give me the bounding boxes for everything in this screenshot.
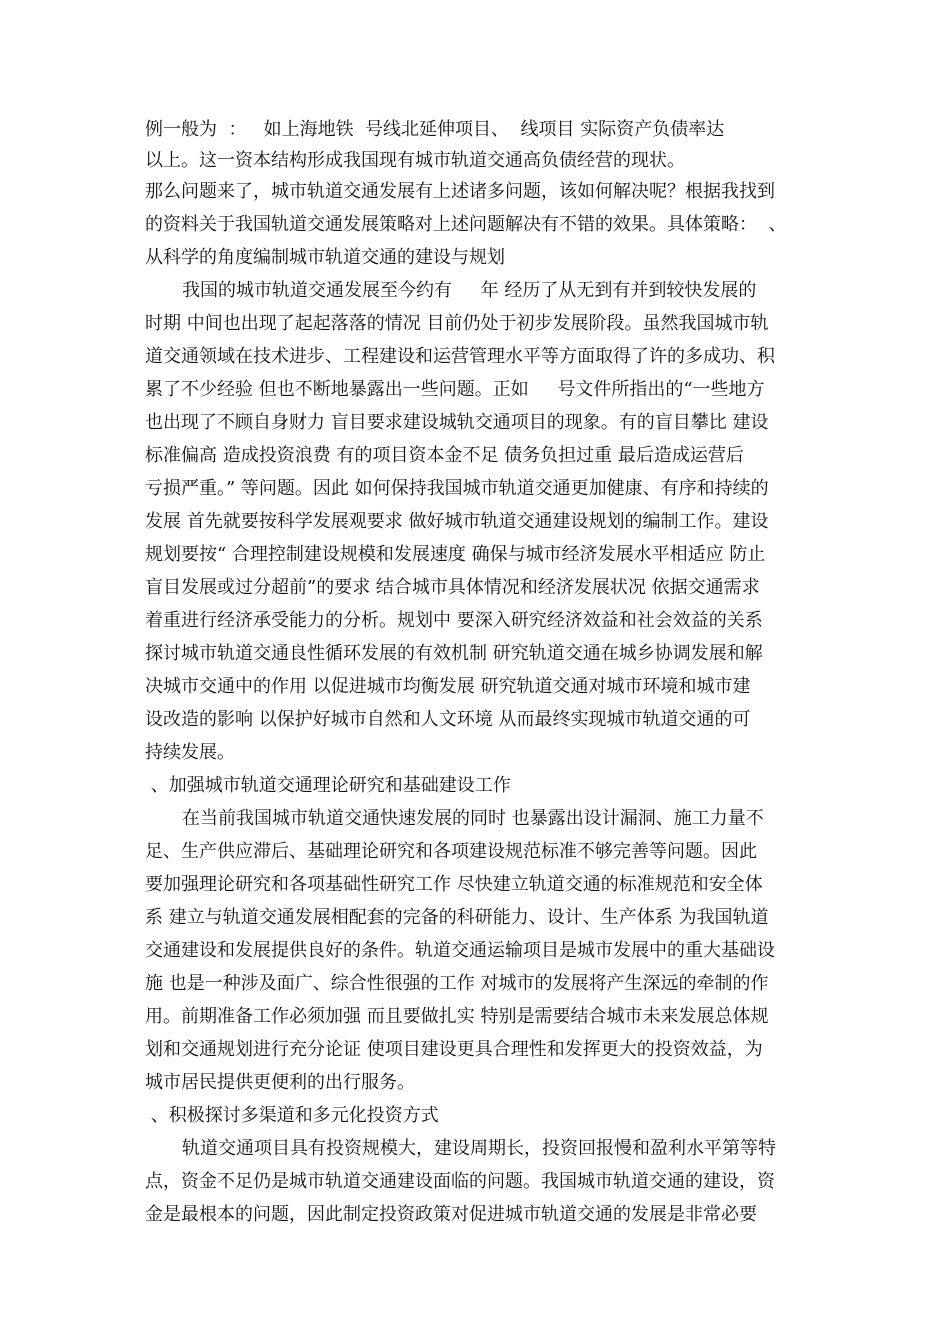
text-line: 轨道交通项目具有投资规模大，建设周期长，投资回报慢和盈利水平第等特: [182, 1138, 776, 1159]
text-line: 标准偏高 造成投资浪费 有的项目资本金不足 债务负担过重 最后造成运营后: [145, 445, 744, 466]
section-heading: 、加强城市轨道交通理论研究和基础建设工作: [145, 775, 511, 796]
text-line: 持续发展。: [145, 742, 235, 763]
text-line: 金是最根本的问题，因此制定投资政策对促进城市轨道交通的发展是非常必要: [145, 1204, 757, 1225]
text-line: 我国的城市轨道交通发展至今约有 年 经历了从无到有并到较快发展的: [182, 280, 757, 301]
text-line: 决城市交通中的作用 以促进城市均衡发展 研究轨道交通对城市环境和城市建: [145, 676, 751, 697]
text-line: 盲目发展或过分超前”的要求 结合城市具体情况和经济发展状况 依据交通需求: [145, 577, 760, 598]
text-line: 以上。这一资本结构形成我国现有城市轨道交通高负债经营的现状。: [145, 150, 685, 171]
text-line: 足、生产供应滞后、基础理论研究和各项建设规范标准不够完善等问题。因此: [145, 841, 757, 862]
text-line: 城市居民提供更便利的出行服务。: [145, 1072, 415, 1093]
section-heading: 、积极探讨多渠道和多元化投资方式: [145, 1105, 439, 1126]
text-line: 着重进行经济承受能力的分析。规划中 要深入研究经济效益和社会效益的关系: [145, 610, 763, 631]
text-line: 探讨城市轨道交通良性循环发展的有效机制 研究轨道交通在城乡协调发展和解: [145, 643, 763, 664]
text-line: 例一般为 ： 如上海地铁 号线北延伸项目、 线项目 实际资产负债率达: [145, 119, 725, 140]
text-line: 时期 中间也出现了起起落落的情况 目前仍处于初步发展阶段。虽然我国城市轨: [145, 313, 769, 334]
text-line: 那么问题来了，城市轨道交通发展有上述诸多问题，该如何解决呢？根据我找到: [145, 181, 775, 202]
text-line: 划和交通规划进行充分论证 使项目建设更具合理性和发挥更大的投资效益，为: [145, 1039, 763, 1060]
text-line: 累了不少经验 但也不断地暴露出一些问题。正如 号文件所指出的“一些地方: [145, 379, 765, 400]
text-line: 发展 首先就要按科学发展观要求 做好城市轨道交通建设规划的编制工作。建设: [145, 511, 769, 532]
text-line: 设改造的影响 以保护好城市自然和人文环境 从而最终实现城市轨道交通的可: [145, 709, 751, 730]
text-line: 在当前我国城市轨道交通快速发展的同时 也暴露出设计漏洞、施工力量不: [182, 808, 764, 829]
text-line: 从科学的角度编制城市轨道交通的建设与规划: [145, 247, 505, 268]
text-line: 点，资金不足仍是城市轨道交通建设面临的问题。我国城市轨道交通的建设，资: [145, 1171, 775, 1192]
text-line: 要加强理论研究和各项基础性研究工作 尽快建立轨道交通的标准规范和安全体: [145, 874, 763, 895]
text-line: 的资料关于我国轨道交通发展策略对上述问题解决有不错的效果。具体策略： 、: [145, 214, 787, 235]
text-line: 施 也是一种涉及面广、综合性很强的工作 对城市的发展将产生深远的牵制的作: [145, 973, 769, 994]
text-line: 也出现了不顾自身财力 盲目要求建设城轨交通项目的现象。有的盲目攀比 建设: [145, 412, 769, 433]
text-line: 道交通领域在技术进步、工程建设和运营管理水平等方面取得了许的多成功、积: [145, 346, 775, 367]
text-line: 亏损严重。” 等问题。因此 如何保持我国城市轨道交通更加健康、有序和持续的: [145, 478, 769, 499]
text-line: 用。前期准备工作必须加强 而且要做扎实 特别是需要结合城市未来发展总体规: [145, 1006, 769, 1027]
text-line: 规划要按“ 合理控制建设规模和发展速度 确保与城市经济发展水平相适应 防止: [145, 544, 766, 565]
text-line: 系 建立与轨道交通发展相配套的完备的科研能力、设计、生产体系 为我国轨道: [145, 907, 769, 928]
text-line: 交通建设和发展提供良好的条件。轨道交通运输项目是城市发展中的重大基础设: [145, 940, 775, 961]
